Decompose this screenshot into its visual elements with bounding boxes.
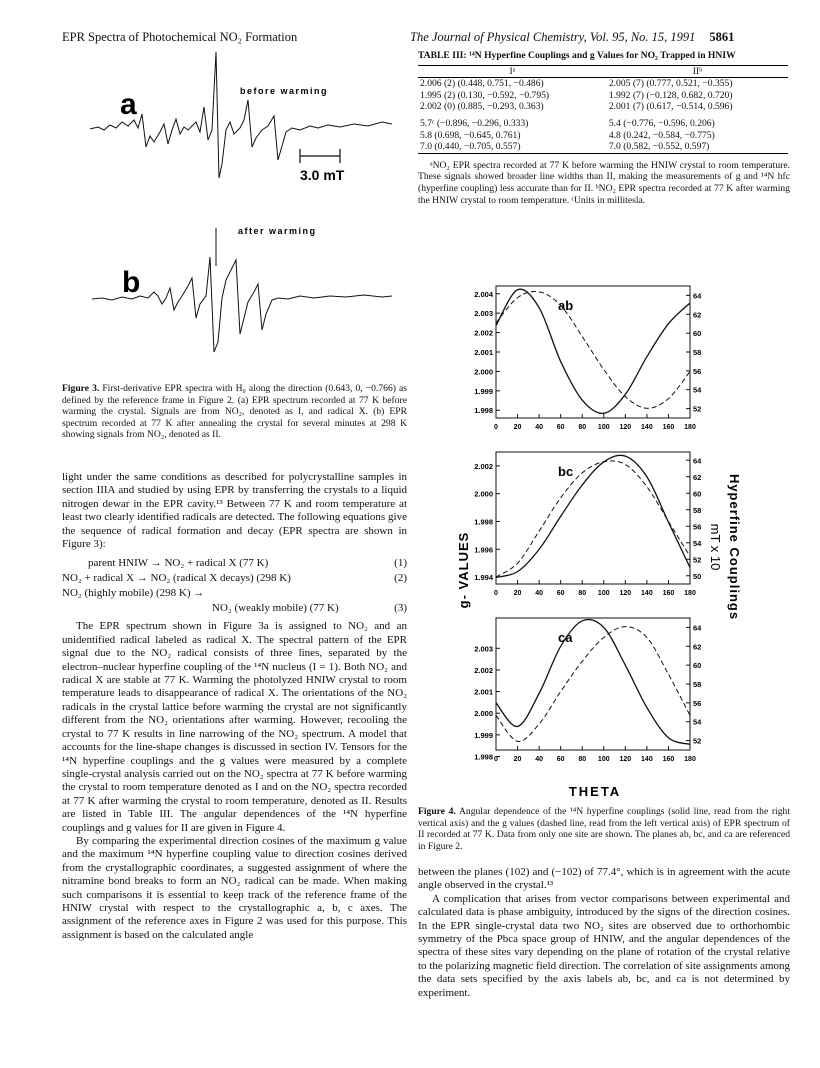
left-tick-label: 2.000 (474, 709, 493, 719)
x-tick-label: 100 (597, 590, 610, 597)
left-tick-label: 1.998 (474, 517, 493, 527)
panel-ca-gvalue-line (496, 627, 690, 742)
table-row (418, 90, 788, 102)
right-tick-label: 58 (693, 505, 702, 515)
scale-bar-label: 3.0 mT (300, 167, 345, 183)
figure4-caption (418, 806, 790, 852)
table-cell: 5.4 (−0.776, −0.596, 0.206) (608, 117, 715, 129)
panel-ab-title: ab (558, 298, 574, 313)
figure3-caption-lead: Figure 3. (62, 383, 100, 394)
table-row (418, 78, 788, 90)
x-tick-label: 60 (556, 424, 565, 431)
figure4-caption-text: Angular dependence of the ¹⁴N hyperfine couplings (solid line, read from the right vertical axis) and the g values (dashed line, read from the left vertical axis) of EPR spectrum of II recorded at 77 K. Data from only one site are shown. The planes ab, bc, and ca are referenced in Figure 2. (418, 806, 790, 852)
equation-text: parent HNIW → NO₂ + radical X (77 K) (88, 557, 269, 570)
figure3-panel-b-label: b (122, 266, 141, 299)
x-tick-label: 140 (641, 590, 653, 597)
journal-citation: The Journal of Physical Chemistry, Vol. 95, No. 15, 1991 (410, 30, 696, 44)
left-tick-label: 1.999 (474, 386, 493, 396)
figure4-ylabel-right-main: Hyperfine Couplings (727, 473, 742, 621)
x-tick-label: 180 (684, 590, 696, 597)
x-tick-label: 0 (494, 756, 498, 763)
x-tick-label: 40 (535, 590, 544, 597)
equation-number: (2) (394, 572, 407, 585)
table-row (418, 130, 788, 142)
running-header-journal (410, 30, 734, 45)
right-tick-label: 64 (693, 456, 702, 466)
right-tick-label: 52 (693, 404, 702, 414)
paragraph: By comparing the experimental direction cosines of the maximum g value and the maximum ¹⁴N hyperfine coupling value to direction cosines derived from the crystallographic coordinates, a suggested assignment of where the nitramine bond breaks to form an NO₂ radical can be made. When making such comparisons it is essential to keep track of the reference frame of the HNIW crystal with respect to the crystallographic a, b, c axes. The assignment of the reference axes in Figure 2 was used for this purpose. This assignment is based on the calculated angle (62, 834, 407, 941)
panel-ab-gvalue-line (496, 291, 690, 408)
x-tick-label: 160 (662, 590, 675, 597)
running-header-title: EPR Spectra of Photochemical NO₂ Formation (62, 30, 298, 44)
x-tick-label: 40 (535, 756, 544, 763)
figure4-caption-lead: Figure 4. (418, 806, 456, 817)
panel-ab-frame (496, 286, 690, 418)
x-tick-label: 120 (619, 590, 632, 597)
table3-footnote: ᵃNO₂ EPR spectra recorded at 77 K before warming the HNIW crystal to room temperature. These signals showed broader line widths than II, making the measurements of g and ¹⁴N hfc (hyperfine coupling) less accurate than for II. ᵇNO₂ EPR spectra recorded at 77 K after warming the HNIW crystal to room temperature. ᶜUnits in millitesla. (418, 159, 790, 206)
x-tick-label: 120 (619, 424, 632, 431)
table-cell: 1.995 (2) (0.130, −0.592, −0.795) (420, 89, 550, 101)
right-tick-label: 64 (693, 291, 702, 301)
x-tick-label: 80 (578, 590, 587, 597)
table-row (418, 101, 788, 113)
equation-text: NO₂ (highly mobile) (298 K) → (62, 587, 205, 600)
right-tick-label: 54 (693, 538, 702, 548)
right-tick-label: 58 (693, 348, 702, 357)
x-tick-label: 160 (662, 756, 675, 763)
right-tick-label: 60 (693, 489, 702, 499)
page-number: 5861 (709, 30, 735, 44)
figure4-ylabel-right-units: mT x 10 (708, 523, 723, 571)
panel-ca-title: ca (558, 630, 573, 645)
table-cell: 1.992 (7) (−0.128, 0.682, 0.720) (608, 89, 733, 101)
x-tick-label: 0 (494, 424, 498, 431)
left-tick-label: 1.998 (474, 406, 493, 416)
right-tick-label: 60 (693, 661, 702, 671)
x-tick-label: 80 (578, 424, 587, 431)
x-tick-label: 20 (513, 424, 522, 431)
x-tick-label: 80 (578, 756, 587, 763)
right-tick-label: 58 (693, 680, 702, 689)
equation-text: NO₂ (weakly mobile) (77 K) (212, 602, 339, 615)
left-tick-label: 2.001 (474, 348, 493, 357)
left-tick-label: 2.000 (474, 367, 493, 377)
panel-bc-gvalue-line (496, 461, 690, 577)
right-tick-label: 54 (693, 717, 702, 727)
left-tick-label: 1.998 (474, 752, 493, 762)
left-tick-label: 1.999 (474, 730, 493, 740)
paragraph: between the planes (102) and (−102) of 77.4°, which is in agreement with the acute angle observed in the crystal.¹³ (418, 866, 790, 892)
left-tick-label: 2.004 (474, 289, 493, 299)
right-tick-label: 60 (693, 329, 702, 339)
left-tick-label: 2.002 (474, 665, 493, 675)
table3-grid (418, 65, 788, 154)
right-tick-label: 56 (693, 698, 702, 708)
table-cell: 5.8 (0.698, −0.645, 0.761) (420, 129, 521, 141)
left-tick-label: 2.002 (474, 328, 493, 338)
left-tick-label: 2.002 (474, 461, 493, 471)
x-tick-label: 180 (684, 756, 696, 763)
right-tick-label: 50 (693, 571, 702, 581)
panel-bc-hyperfine-line (496, 455, 690, 577)
left-tick-label: 1.996 (474, 545, 493, 555)
figure3-caption-text: First-derivative EPR spectra with H₀ along the direction (0.643, 0, −0.766) as defined by the reference frame in Figure 2. (a) EPR spectrum recorded at 77 K before warming the crystal. Signals are from NO₂, denoted as I, and radical X. (b) EPR spectrum recorded at 77 K after annealing the crystal for several minutes at 298 K showing signals from NO₂, denoted as II. (62, 383, 407, 441)
equation-text: NO₂ + radical X → NO₂ (radical X decays) (298 K) (62, 572, 291, 585)
left-tick-label: 2.003 (474, 309, 493, 319)
equation-number: (3) (394, 602, 407, 615)
table-cell: 2.002 (0) (0.885, −0.293, 0.363) (420, 101, 544, 113)
table-cell: 2.005 (7) (0.777, 0.521, −0.355) (608, 78, 733, 90)
x-tick-label: 140 (641, 756, 653, 763)
x-tick-label: 140 (641, 424, 653, 431)
x-tick-label: 20 (513, 590, 522, 597)
x-tick-label: 160 (662, 424, 675, 431)
table-cell: 5.7ᶜ (−0.896, −0.296, 0.333) (420, 117, 529, 129)
figure3-before-label: before warming (240, 86, 329, 96)
left-tick-label: 2.000 (474, 489, 493, 499)
x-tick-label: 20 (513, 756, 522, 763)
equation-3a (62, 586, 407, 601)
table-row (418, 141, 788, 153)
left-column-body (62, 471, 407, 942)
right-tick-label: 62 (693, 472, 702, 482)
right-tick-label: 54 (693, 385, 702, 395)
table3 (418, 50, 790, 206)
right-tick-label: 62 (693, 642, 702, 652)
panel-ab-hyperfine-line (496, 289, 690, 413)
x-tick-label: 100 (597, 756, 610, 763)
column-header-I: Iᵃ (418, 65, 607, 78)
table-row (418, 113, 788, 130)
figure3-caption (62, 383, 407, 441)
paragraph: A complication that arises from vector comparisons between experimental and calculated data is phase ambiguity, introduced by the signs of the direction cosines. In the EPR single-crystal data two NO₂ sites are observed due to orthorhombic symmetry of the Pbca space group of HNIW, and the angular dependences of the spectra of these sites vary depending on the plane of rotation of the crystal relative to the polarizing magnetic field direction. The correlation of site assignments among the data sets specified by the axis labels ab, bc, and ca is not determined by experiment. (418, 892, 790, 999)
equation-1 (62, 556, 407, 571)
right-tick-label: 62 (693, 310, 702, 320)
x-tick-label: 120 (619, 756, 632, 763)
figure3-spectra (78, 52, 408, 392)
table-cell: 2.006 (2) (0.448, 0.751, −0.486) (420, 78, 544, 90)
table-cell: 4.8 (0.242, −0.584, −0.775) (608, 129, 715, 141)
figure3-panel-a-label: a (120, 88, 137, 121)
x-tick-label: 60 (556, 590, 565, 597)
left-tick-label: 2.003 (474, 644, 493, 654)
equation-3b (62, 601, 407, 616)
figure4 (440, 272, 800, 796)
x-tick-label: 100 (597, 424, 610, 431)
column-header-II: IIᵇ (607, 65, 788, 78)
right-tick-label: 52 (693, 736, 702, 746)
panel-ca-hyperfine-line (496, 619, 690, 744)
right-column-body (418, 866, 790, 1000)
figure4-ylabel-left: g- VALUES (456, 531, 471, 609)
right-tick-label: 56 (693, 366, 702, 376)
right-tick-label: 64 (693, 623, 702, 633)
table-cell: 2.001 (7) (0.617, −0.514, 0.596) (608, 101, 733, 113)
paragraph: The EPR spectrum shown in Figure 3a is assigned to NO₂ and an unidentified radical labeled as radical X. The spectral pattern of the EPR signal due to the NO₂ radical consists of three lines, separated by the electron–nuclear hyperfine coupling of the ¹⁴N nucleus (I = 1). Both NO₂ and radical X are stable at 77 K. Warming the photolyzed HNIW crystal to room temperature leads to disappearance of radical X. The orientations of the NO₂ radicals in the crystal lattice before warming the crystal are not significantly different from the NO₂ orientations after warming. However, recooling the crystal to 77 K results in line narrowing of the NO₂ spectrum. A model that accounts for the line-shape changes is discussed in section IV. Tensors for the ¹⁴N hyperfine couplings and the g values were measured by a complete single-crystal analysis carried out on the NO₂ spectra at 77 K before warming the crystal to room temperature denoted as I and on the NO₂ spectra recorded at 77 K after warming the crystal to room temperature, denoted as II. Results are listed in Table III. The angular dependences of the ¹⁴N hyperfine couplings and g values for II are given in Figure 4. (62, 620, 407, 834)
equation-2 (62, 571, 407, 586)
right-tick-label: 56 (693, 522, 702, 532)
equation-block (62, 556, 407, 616)
x-tick-label: 0 (494, 590, 498, 597)
panel-bc-title: bc (558, 464, 574, 479)
x-tick-label: 60 (556, 756, 565, 763)
figure4-xlabel: THETA (568, 784, 622, 796)
right-tick-label: 52 (693, 555, 702, 565)
left-tick-label: 1.994 (474, 573, 493, 583)
left-tick-label: 2.001 (474, 687, 493, 697)
paragraph: light under the same conditions as described for polycrystalline samples in section IIIA and studied by using EPR by transferring the crystals to a liquid nitrogen dewar in the EPR cavity.¹³ Between 77 K and room temperature at least two clearly identified radicals are detected. The following equations give the sequence of radical formation and decay (EPR spectra are shown in Figure 3): (62, 471, 407, 551)
x-tick-label: 180 (684, 424, 696, 431)
table-cell: 7.0 (0.582, −0.552, 0.597) (607, 141, 788, 153)
equation-number: (1) (394, 557, 407, 570)
table-cell: 7.0 (0.440, −0.705, 0.557) (418, 141, 607, 153)
figure3-after-label: after warming (238, 226, 317, 236)
x-tick-label: 40 (535, 424, 544, 431)
table3-title: TABLE III: ¹⁴N Hyperfine Couplings and g Values for NO₂ Trapped in HNIW (418, 50, 736, 61)
table-header-row (418, 65, 788, 78)
